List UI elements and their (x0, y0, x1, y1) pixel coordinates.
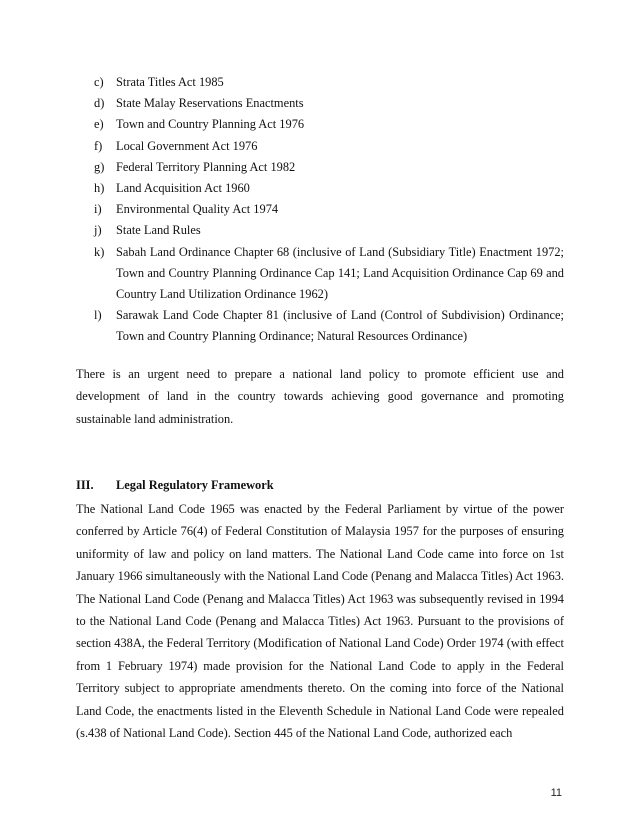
section-number: III. (76, 478, 94, 492)
list-item-text: Local Government Act 1976 (116, 138, 258, 153)
list-marker: i) (94, 202, 102, 217)
list-item (94, 114, 564, 135)
page-number: 11 (550, 787, 562, 799)
list-item-text: Strata Titles Act 1985 (116, 75, 224, 89)
list-marker: h) (94, 181, 105, 196)
list-item (94, 157, 564, 178)
list-item (94, 136, 564, 157)
section-title: Legal Regulatory Framework (116, 478, 274, 492)
list-item-text: Town and Country Planning Act 1976 (116, 117, 305, 132)
list-marker: j) (94, 223, 102, 238)
list-marker: c) (94, 75, 104, 89)
list-item (94, 93, 564, 114)
list-item (94, 199, 564, 220)
list-item-text: State Land Rules (116, 223, 201, 238)
list-item (94, 242, 564, 306)
list-marker: e) (94, 117, 104, 132)
list-marker: l) (94, 308, 102, 323)
list-marker: f) (94, 138, 103, 153)
list-marker: d) (94, 96, 105, 111)
list-item-text: Environmental Quality Act 1974 (116, 202, 279, 217)
land-policy-paragraph: There is an urgent need to prepare a national land policy to promote efficient use and development of land in the country towards achieving good governance and promoting sustainable land administration. (76, 367, 564, 426)
list-marker: k) (94, 244, 105, 259)
list-item-text: Sabah Land Ordinance Chapter 68 (inclusive of Land (Subsidiary Title) Enactment 1972; Town and Country Planning Ordinance Cap 141; Land Acquisition Ordinance Cap 69 and Country Land Utilization Ordinance 1962) (116, 244, 564, 302)
list-item-text: Land Acquisition Act 1960 (116, 181, 250, 196)
list-item-text: Sarawak Land Code Chapter 81 (inclusive of Land (Control of Subdivision) Ordinance; Town and Country Planning Ordinance; Natural Resources Ordinance) (116, 308, 564, 344)
list-item (94, 178, 564, 199)
section-heading (76, 478, 274, 493)
list-marker: g) (94, 159, 105, 174)
list-item-text: Federal Territory Planning Act 1982 (116, 159, 296, 174)
list-item (94, 72, 564, 93)
list-item (94, 305, 564, 347)
legal-framework-paragraph: The National Land Code 1965 was enacted by the Federal Parliament by virtue of the power conferred by Article 76(4) of Federal Constitution of Malaysia 1957 for the purposes of ensuring uniformity of law and policy on land matters. The National Land Code came into force on 1st January 1966 simultaneously with the National Land Code (Penang and Malacca Titles) Act 1963. The National Land Code (Penang and Malacca Titles) Act 1963 was subsequently revised in 1994 to the National Land Code (Penang and Malacca Titles) Act 1963. Pursuant to the provisions of section 438A, the Federal Territory (Modification of National Land Code) Order 1974 (with effect from 1 February 1974) made provision for the National Land Code to apply in the Federal Territory subject to appropriate amendments thereto. On the coming into force of the National Land Code, the enactments listed in the Eleventh Schedule in National Land Code were repealed (s.438 of National Land Code). Section 445 of the National Land Code, authorized each (76, 502, 564, 741)
list-item (94, 220, 564, 241)
list-item-text: State Malay Reservations Enactments (116, 96, 304, 111)
legislation-list (94, 72, 564, 348)
